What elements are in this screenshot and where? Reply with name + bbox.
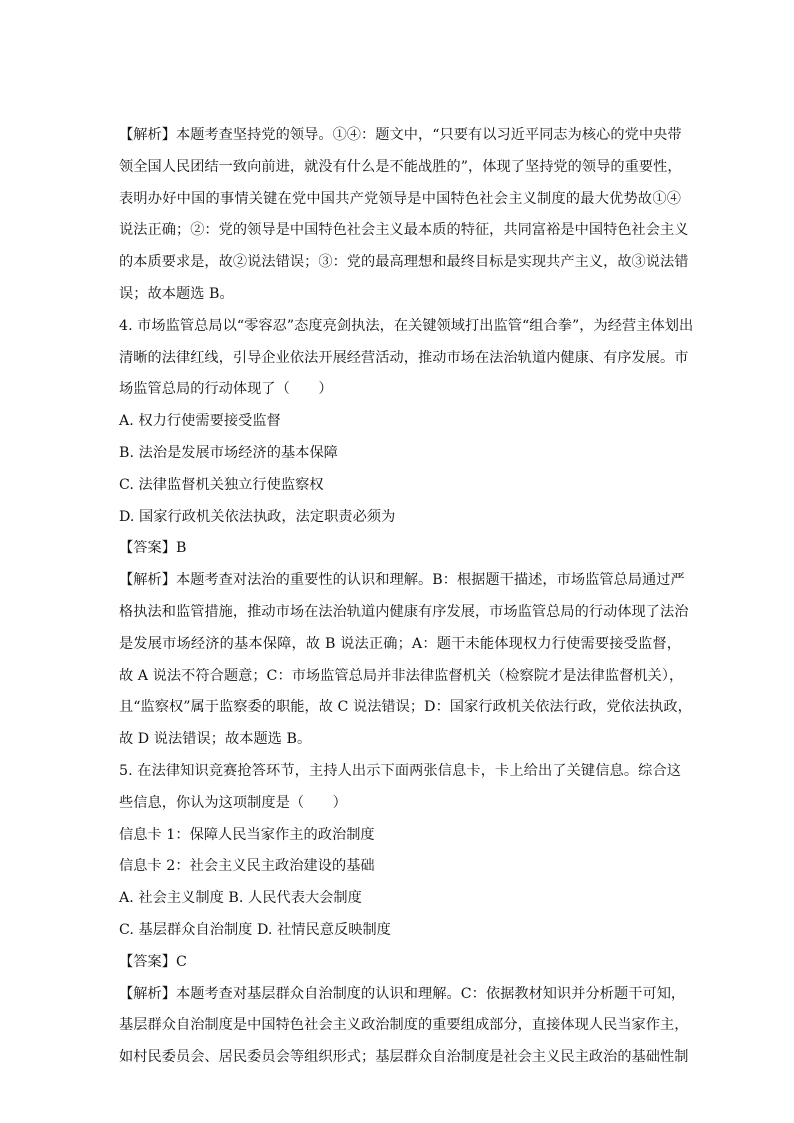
question-5-stem: 5. 在法律知识竞赛抢答环节，主持人出示下面两张信息卡，卡上给出了关键信息。综合这	[119, 762, 681, 779]
text-line: 【解析】本题考查坚持党的领导。①④：题文中，“只要有以习近平同志为核心的党中央带	[119, 127, 682, 143]
text-line: 格执法和监管措施，推动市场在法治轨道内健康有序发展，市场监管总局的行动体现了法治	[119, 603, 689, 620]
option-c: C. 法律监督机关独立行使监察权	[119, 476, 324, 493]
text-line: 且“监察权”属于监察委的职能，故 C 说法错误；D：国家行政机关依法行政，党依法执政，	[119, 699, 692, 716]
text-line: 场监管总局的行动体现了（ ）	[119, 381, 333, 398]
text-line: 清晰的法律红线，引导企业依法开展经营活动，推动市场在法治轨道内健康、有序发展。市	[119, 349, 689, 366]
text-line: 故 D 说法错误；故本题选 B。	[119, 731, 312, 748]
text-line: 的本质要求是，故②说法错误；③：党的最高理想和最终目标是实现共产主义，故③说法错	[119, 254, 689, 271]
text-line: 误；故本题选 B。	[119, 285, 234, 302]
question-4-stem: 4. 市场监管总局以“零容忍”态度亮剑执法，在关键领域打出监管“组合拳”，为经营主体划出	[119, 317, 694, 334]
info-card-1: 信息卡 1：保障人民当家作主的政治制度	[119, 826, 375, 843]
text-line: 基层群众自治制度是中国特色社会主义政治制度的重要组成部分，直接体现人民当家作主，	[119, 1017, 689, 1034]
text-line: 故 A 说法不符合题意；C：市场监管总局并非法律监督机关（检察院才是法律监督机关），	[119, 667, 684, 684]
text-line: 表明办好中国的事情关键在党中国共产党领导是中国特色社会主义制度的最大优势故①④	[119, 190, 681, 207]
analysis-line: 【解析】本题考查对基层群众自治制度的认识和理解。C：依据教材知识并分析题干可知，	[119, 985, 686, 1002]
option-b: B. 法治是发展市场经济的基本保障	[119, 444, 338, 461]
options-cd: C. 基层群众自治制度 D. 社情民意反映制度	[119, 921, 391, 938]
answer-label: 【答案】C	[119, 953, 187, 970]
document-page	[119, 120, 694, 1074]
option-a: A. 权力行使需要接受监督	[119, 413, 281, 430]
answer-label: 【答案】B	[119, 540, 187, 557]
text-line: 如村民委员会、居民委员会等组织形式；基层群众自治制度是社会主义民主政治的基础性制	[119, 1049, 689, 1066]
text-line: 领全国人民团结一致向前进，就没有什么是不能战胜的”，体现了坚持党的领导的重要性，	[119, 158, 682, 175]
options-ab: A. 社会主义制度 B. 人民代表大会制度	[119, 890, 362, 907]
info-card-2: 信息卡 2：社会主义民主政治建设的基础	[119, 858, 375, 875]
text-line: 是发展市场经济的基本保障，故 B 说法正确；A：题干未能体现权力行使需要接受监督，	[119, 635, 681, 652]
option-d: D. 国家行政机关依法执政，法定职责必须为	[119, 508, 396, 525]
text-line: 些信息，你认为这项制度是（ ）	[119, 794, 347, 811]
text-line: 说法正确；②：党的领导是中国特色社会主义最本质的特征，共同富裕是中国特色社会主义	[119, 222, 689, 239]
analysis-line: 【解析】本题考查对法治的重要性的认识和理解。B：根据题干描述，市场监管总局通过严	[119, 572, 685, 589]
